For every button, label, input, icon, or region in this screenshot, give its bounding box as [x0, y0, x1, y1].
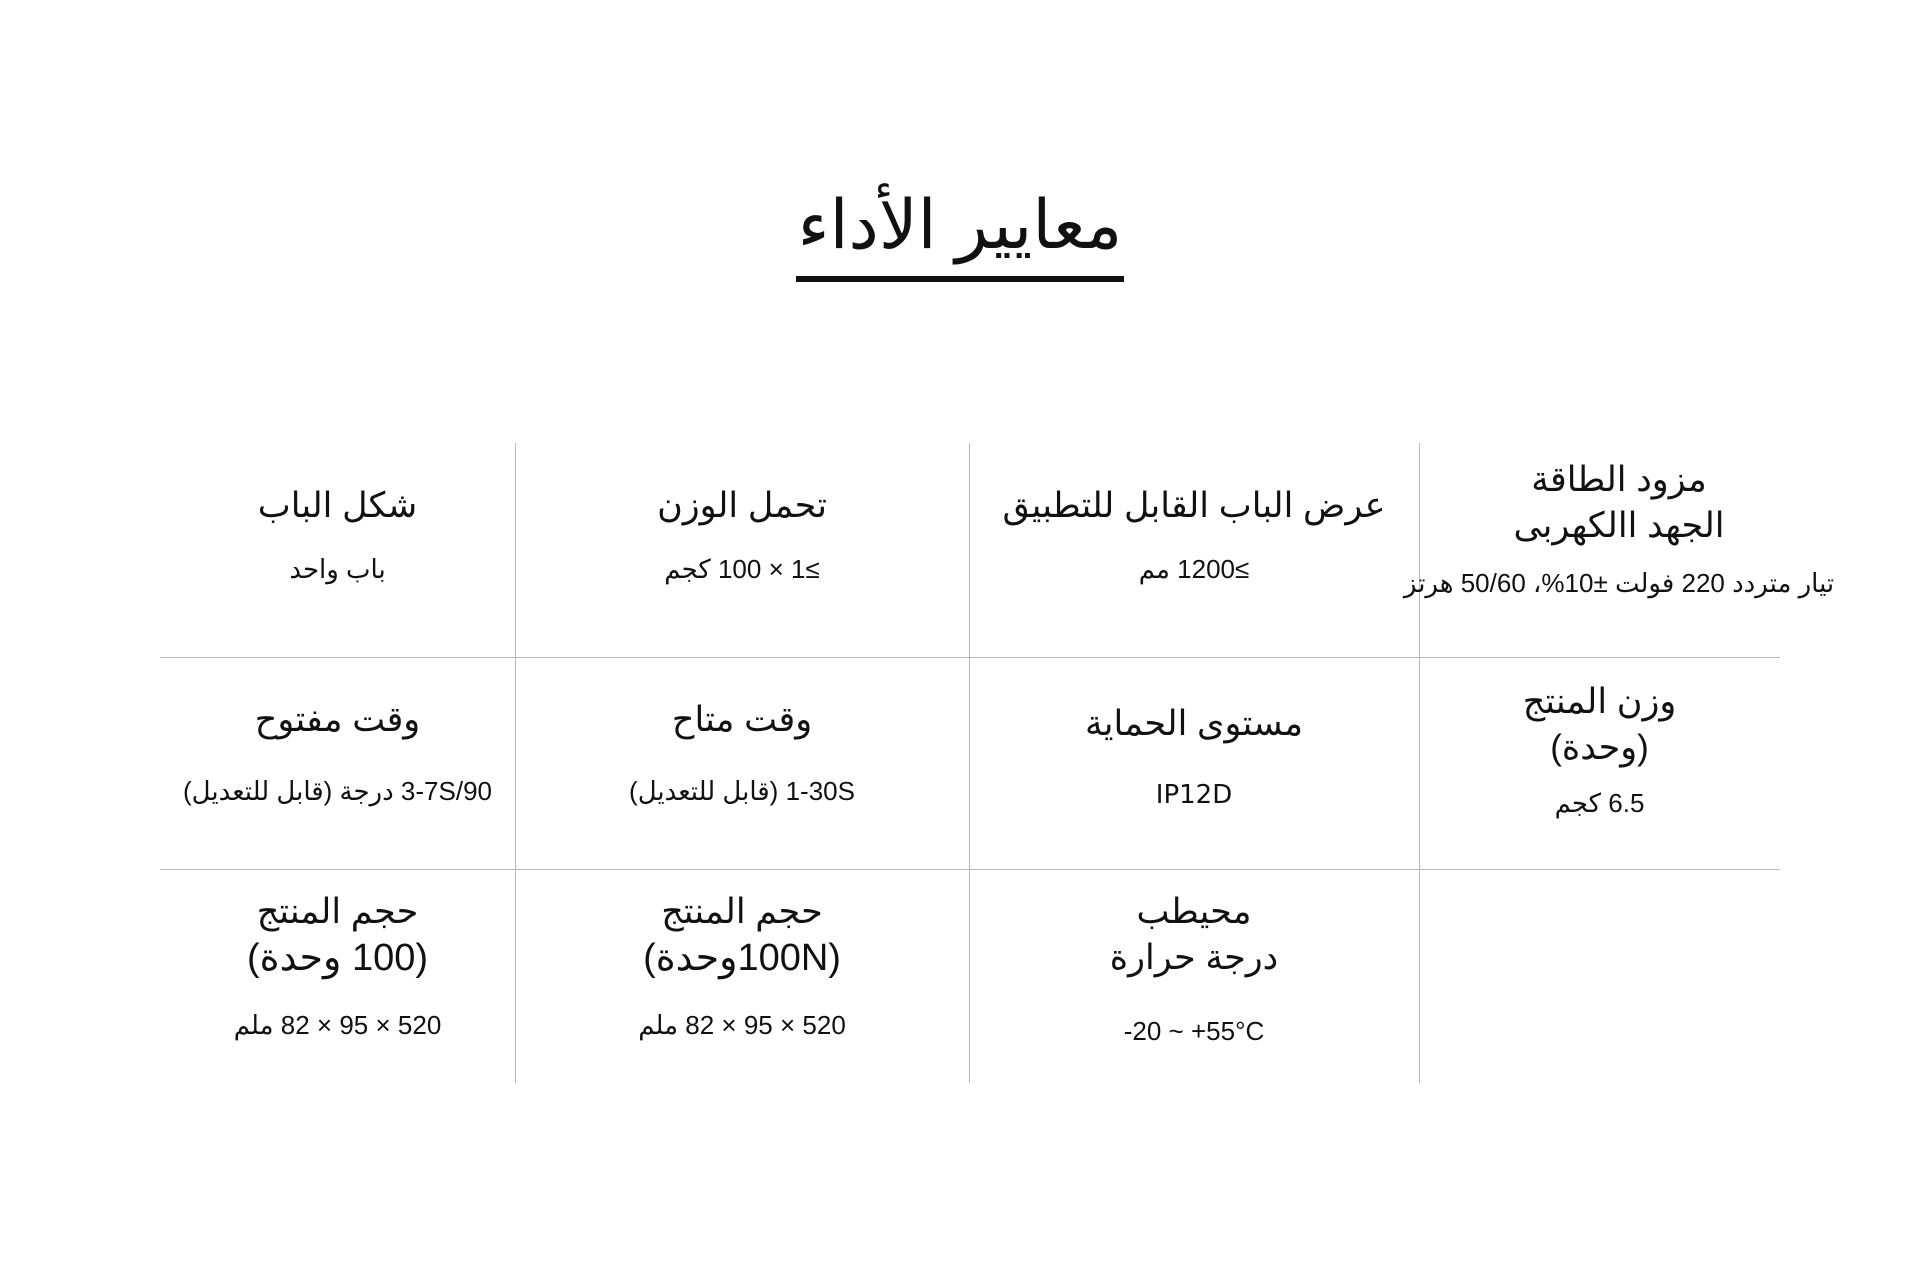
cell-weight-capacity — [515, 483, 969, 585]
cell-value: 520 × 95 × 82 ملم — [638, 1010, 846, 1040]
cell-heading: حجم المنتج — [256, 892, 419, 931]
cell-ambient-temperature — [969, 889, 1419, 1047]
page-title: معايير الأداء — [796, 180, 1125, 282]
cell-hold-time — [515, 697, 969, 807]
cell-value: -20 ~ +55°C — [1123, 1016, 1265, 1046]
cell-product-size-n — [515, 889, 969, 1041]
cell-heading: عرض الباب القابل للتطبيق — [1002, 486, 1386, 525]
row-divider — [160, 869, 1780, 870]
performance-table — [160, 443, 1835, 1083]
cell-value: ≥1 × 100 كجم — [664, 554, 820, 584]
cell-value: 1-30S (قابل للتعديل) — [629, 776, 855, 806]
cell-heading: شكل الباب — [257, 486, 418, 525]
cell-value: 3-7S/90 درجة (قابل للتعديل) — [183, 776, 492, 806]
cell-heading: (100Nوحدة) — [643, 937, 841, 979]
cell-value: 6.5 كجم — [1554, 788, 1645, 818]
cell-heading: وزن المنتج — [1522, 682, 1677, 721]
cell-heading: (100 وحدة) — [247, 937, 428, 979]
cell-heading: مزود الطاقة — [1531, 460, 1707, 499]
row-divider — [160, 657, 1780, 658]
cell-product-weight — [1419, 679, 1780, 819]
cell-value: باب واحد — [289, 554, 386, 584]
cell-heading: الجهد االكهربى — [1513, 506, 1725, 545]
cell-heading: حجم المنتج — [661, 892, 823, 931]
cell-value: ≥1200 مم — [1138, 554, 1250, 584]
cell-door-width — [969, 483, 1419, 585]
cell-value: 520 × 95 × 82 ملم — [233, 1010, 442, 1040]
cell-heading: تحمل الوزن — [657, 486, 827, 525]
cell-value: IP12D — [1155, 780, 1233, 810]
cell-protection-level — [969, 701, 1419, 811]
cell-door-type — [160, 483, 515, 585]
cell-power-supply — [1339, 457, 1899, 599]
cell-product-size — [160, 889, 515, 1041]
cell-heading: وقت مفتوح — [254, 700, 421, 739]
cell-heading: درجة حرارة — [1109, 938, 1279, 977]
cell-heading: (وحدة) — [1550, 728, 1649, 767]
cell-heading: محيطب — [1136, 892, 1252, 931]
cell-heading: وقت متاح — [671, 700, 813, 739]
cell-value: تيار متردد 220 فولت ±10%، 50/60 هرتز — [1403, 568, 1835, 598]
cell-heading: مستوى الحماية — [1084, 704, 1304, 743]
page-title-container — [0, 180, 1920, 282]
cell-open-time — [160, 697, 515, 807]
